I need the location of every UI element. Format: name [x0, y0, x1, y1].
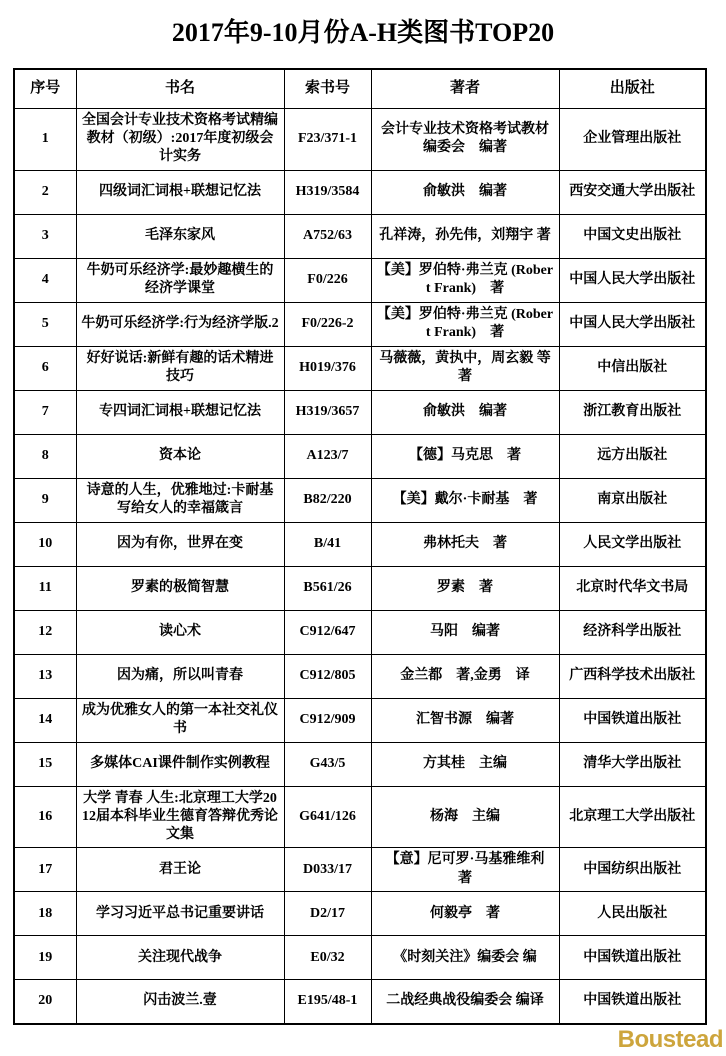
- table-row: [14, 980, 706, 1024]
- cell-author: 《时刻关注》编委会 编: [371, 936, 559, 980]
- cell-author: 【美】罗伯特·弗兰克 (Robert Frank) 著: [371, 302, 559, 346]
- book-table-body: [14, 109, 706, 1024]
- cell-publisher: 西安交通大学出版社: [559, 170, 706, 214]
- cell-no: 12: [14, 610, 76, 654]
- cell-call-number: F0/226: [284, 258, 371, 302]
- cell-book-title: 四级词汇词根+联想记忆法: [76, 170, 284, 214]
- cell-no: 15: [14, 742, 76, 786]
- cell-publisher: 企业管理出版社: [559, 109, 706, 171]
- cell-no: 18: [14, 892, 76, 936]
- table-row: [14, 848, 706, 892]
- cell-author: 【美】戴尔·卡耐基 著: [371, 478, 559, 522]
- table-row: [14, 566, 706, 610]
- cell-no: 6: [14, 346, 76, 390]
- cell-no: 1: [14, 109, 76, 171]
- table-row: [14, 434, 706, 478]
- cell-book-title: 好好说话:新鲜有趣的话术精进技巧: [76, 346, 284, 390]
- cell-book-title: 因为痛，所以叫青春: [76, 654, 284, 698]
- cell-author: 【德】马克思 著: [371, 434, 559, 478]
- table-row: [14, 478, 706, 522]
- header-no: 序号: [14, 69, 76, 109]
- table-row: [14, 654, 706, 698]
- cell-no: 7: [14, 390, 76, 434]
- table-row: [14, 786, 706, 848]
- cell-publisher: 中信出版社: [559, 346, 706, 390]
- cell-call-number: F0/226-2: [284, 302, 371, 346]
- cell-call-number: D2/17: [284, 892, 371, 936]
- cell-call-number: C912/647: [284, 610, 371, 654]
- cell-author: 汇智书源 编著: [371, 698, 559, 742]
- cell-book-title: 牛奶可乐经济学:最妙趣横生的经济学课堂: [76, 258, 284, 302]
- cell-book-title: 牛奶可乐经济学:行为经济学版.2: [76, 302, 284, 346]
- cell-publisher: 经济科学出版社: [559, 610, 706, 654]
- cell-book-title: 毛泽东家风: [76, 214, 284, 258]
- page-title: 2017年9-10月份A-H类图书TOP20: [171, 18, 555, 47]
- header-author: 著者: [371, 69, 559, 109]
- table-row: [14, 258, 706, 302]
- cell-no: 5: [14, 302, 76, 346]
- cell-call-number: B561/26: [284, 566, 371, 610]
- cell-call-number: D033/17: [284, 848, 371, 892]
- cell-publisher: 浙江教育出版社: [559, 390, 706, 434]
- cell-book-title: 罗素的极简智慧: [76, 566, 284, 610]
- cell-no: 16: [14, 786, 76, 848]
- cell-call-number: C912/909: [284, 698, 371, 742]
- cell-no: 8: [14, 434, 76, 478]
- cell-book-title: 大学 青春 人生:北京理工大学2012届本科毕业生德育答辩优秀论文集: [76, 786, 284, 848]
- cell-book-title: 全国会计专业技术资格考试精编教材（初级）:2017年度初级会计实务: [76, 109, 284, 171]
- cell-author: 方其桂 主编: [371, 742, 559, 786]
- cell-publisher: 北京理工大学出版社: [559, 786, 706, 848]
- cell-book-title: 闪击波兰.壹: [76, 980, 284, 1024]
- cell-author: 何毅亭 著: [371, 892, 559, 936]
- cell-author: 【意】尼可罗·马基雅维利 著: [371, 848, 559, 892]
- cell-no: 14: [14, 698, 76, 742]
- cell-call-number: C912/805: [284, 654, 371, 698]
- cell-no: 9: [14, 478, 76, 522]
- cell-book-title: 专四词汇词根+联想记忆法: [76, 390, 284, 434]
- cell-book-title: 资本论: [76, 434, 284, 478]
- cell-author: 罗素 著: [371, 566, 559, 610]
- cell-call-number: A752/63: [284, 214, 371, 258]
- cell-author: 孔祥涛，孙先伟，刘翔宇 著: [371, 214, 559, 258]
- table-row: [14, 892, 706, 936]
- cell-author: 【美】罗伯特·弗兰克 (Robert Frank) 著: [371, 258, 559, 302]
- boustead-watermark: Boustead: [617, 1026, 723, 1053]
- table-header-row: [14, 69, 706, 109]
- cell-publisher: 中国文史出版社: [559, 214, 706, 258]
- cell-book-title: 诗意的人生，优雅地过:卡耐基写给女人的幸福箴言: [76, 478, 284, 522]
- cell-publisher: 中国铁道出版社: [559, 980, 706, 1024]
- cell-call-number: H319/3657: [284, 390, 371, 434]
- cell-author: 俞敏洪 编著: [371, 170, 559, 214]
- cell-no: 19: [14, 936, 76, 980]
- cell-no: 20: [14, 980, 76, 1024]
- cell-book-title: 君王论: [76, 848, 284, 892]
- book-ranking-table: [13, 68, 707, 1025]
- cell-call-number: E0/32: [284, 936, 371, 980]
- cell-call-number: H019/376: [284, 346, 371, 390]
- table-row: [14, 302, 706, 346]
- cell-author: 会计专业技术资格考试教材编委会 编著: [371, 109, 559, 171]
- cell-no: 13: [14, 654, 76, 698]
- header-title: 书名: [76, 69, 284, 109]
- cell-publisher: 中国铁道出版社: [559, 936, 706, 980]
- cell-call-number: E195/48-1: [284, 980, 371, 1024]
- cell-publisher: 广西科学技术出版社: [559, 654, 706, 698]
- table-row: [14, 170, 706, 214]
- cell-publisher: 远方出版社: [559, 434, 706, 478]
- cell-publisher: 中国人民大学出版社: [559, 302, 706, 346]
- table-row: [14, 742, 706, 786]
- cell-author: 马薇薇，黄执中，周玄毅 等 著: [371, 346, 559, 390]
- table-row: [14, 610, 706, 654]
- cell-author: 金兰都 著,金勇 译: [371, 654, 559, 698]
- cell-book-title: 多媒体CAI课件制作实例教程: [76, 742, 284, 786]
- cell-no: 11: [14, 566, 76, 610]
- cell-no: 17: [14, 848, 76, 892]
- table-row: [14, 390, 706, 434]
- cell-book-title: 因为有你，世界在变: [76, 522, 284, 566]
- cell-call-number: A123/7: [284, 434, 371, 478]
- cell-publisher: 中国纺织出版社: [559, 848, 706, 892]
- cell-call-number: B82/220: [284, 478, 371, 522]
- cell-no: 4: [14, 258, 76, 302]
- table-row: [14, 214, 706, 258]
- table-row: [14, 522, 706, 566]
- cell-author: 杨海 主编: [371, 786, 559, 848]
- cell-publisher: 中国铁道出版社: [559, 698, 706, 742]
- cell-publisher: 南京出版社: [559, 478, 706, 522]
- cell-author: 弗林托夫 著: [371, 522, 559, 566]
- cell-book-title: 读心术: [76, 610, 284, 654]
- cell-call-number: B/41: [284, 522, 371, 566]
- cell-call-number: G43/5: [284, 742, 371, 786]
- table-row: [14, 346, 706, 390]
- header-callno: 索书号: [284, 69, 371, 109]
- cell-publisher: 清华大学出版社: [559, 742, 706, 786]
- cell-no: 2: [14, 170, 76, 214]
- cell-book-title: 学习习近平总书记重要讲话: [76, 892, 284, 936]
- cell-call-number: F23/371-1: [284, 109, 371, 171]
- cell-book-title: 关注现代战争: [76, 936, 284, 980]
- cell-book-title: 成为优雅女人的第一本社交礼仪书: [76, 698, 284, 742]
- cell-call-number: H319/3584: [284, 170, 371, 214]
- cell-author: 二战经典战役编委会 编译: [371, 980, 559, 1024]
- table-row: [14, 109, 706, 171]
- cell-author: 马阳 编著: [371, 610, 559, 654]
- cell-publisher: 北京时代华文书局: [559, 566, 706, 610]
- cell-author: 俞敏洪 编著: [371, 390, 559, 434]
- cell-call-number: G641/126: [284, 786, 371, 848]
- cell-no: 10: [14, 522, 76, 566]
- cell-no: 3: [14, 214, 76, 258]
- table-row: [14, 936, 706, 980]
- cell-publisher: 人民出版社: [559, 892, 706, 936]
- table-row: [14, 698, 706, 742]
- cell-publisher: 人民文学出版社: [559, 522, 706, 566]
- header-publisher: 出版社: [559, 69, 706, 109]
- cell-publisher: 中国人民大学出版社: [559, 258, 706, 302]
